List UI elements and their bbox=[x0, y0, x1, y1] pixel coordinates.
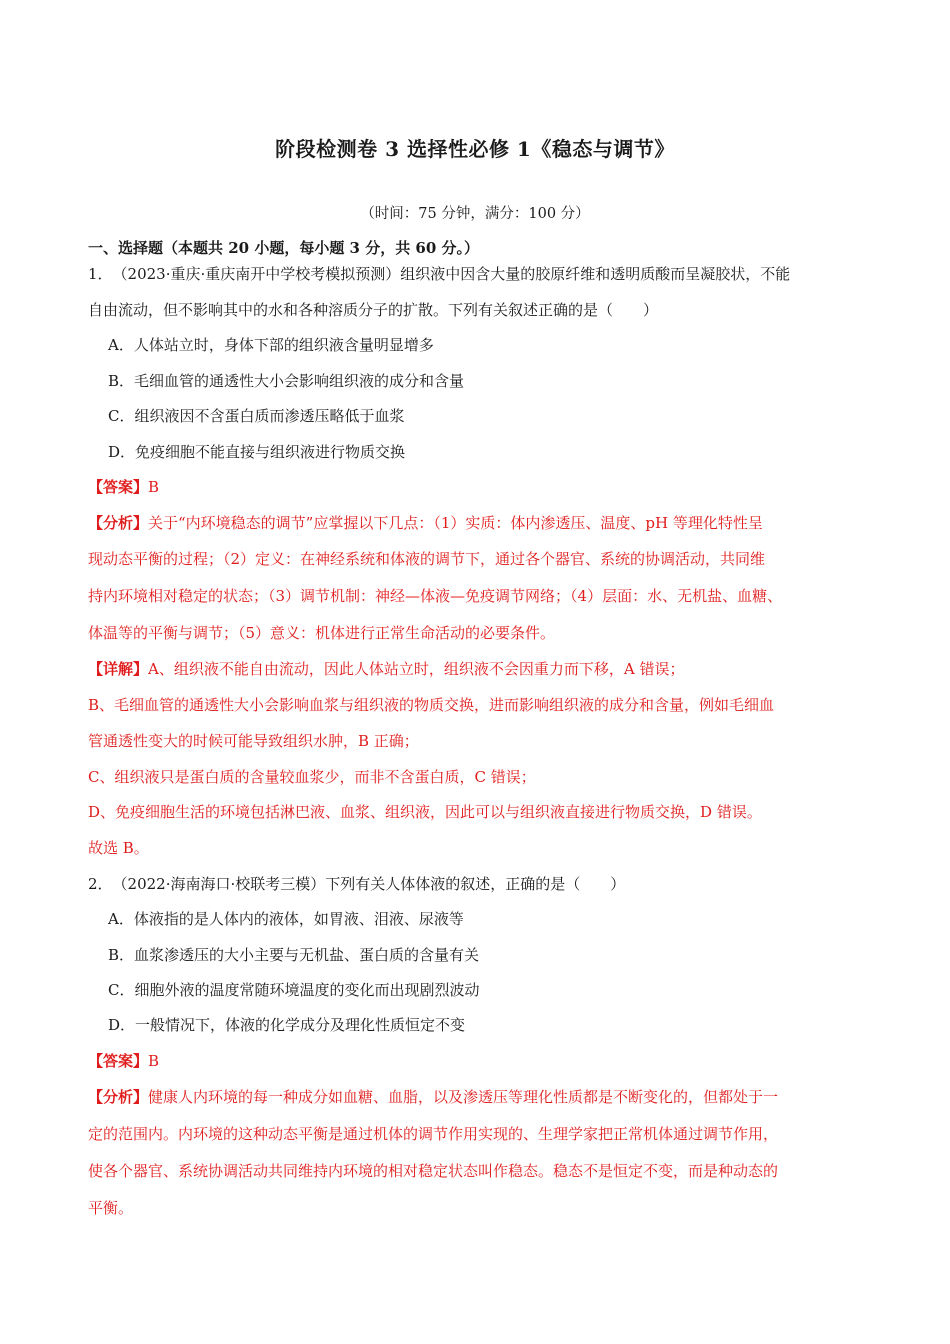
analysis-text: 关于“内环境稳态的调节”应掌握以下几点：（1）实质：体内渗透压、温度、pH 等理化特性呈 bbox=[148, 514, 763, 532]
question-2-stem: 2． （2022·海南海口·校联考三模）下列有关人体体液的叙述，正确的是（ ） bbox=[88, 875, 626, 893]
question-1-detail-line-4: C、组织液只是蛋白质的含量较血浆少，而非不含蛋白质，C 错误； bbox=[88, 768, 536, 786]
exam-info: （时间：75 分钟，满分：100 分） bbox=[360, 206, 590, 222]
question-1-analysis-line-1 bbox=[88, 512, 763, 533]
question-1-option-b: B．毛细血管的通透性大小会影响组织液的成分和含量 bbox=[108, 372, 465, 390]
question-1-stem-line-2: 自由流动，但不影响其中的水和各种溶质分子的扩散。下列有关叙述正确的是（ ） bbox=[88, 301, 659, 319]
page-title: 阶段检测卷 3 选择性必修 1《稳态与调节》 bbox=[275, 137, 675, 161]
question-2-answer bbox=[88, 1050, 159, 1071]
section-heading: 一、选择题（本题共 20 小题，每小题 3 分，共 60 分。） bbox=[88, 239, 480, 257]
question-2-option-d: D．一般情况下，体液的化学成分及理化性质恒定不变 bbox=[108, 1016, 466, 1034]
question-1-detail-line-1 bbox=[88, 658, 684, 679]
question-1-detail-line-5: D、免疫细胞生活的环境包括淋巴液、血浆、组织液，因此可以与组织液直接进行物质交换，D 错误。 bbox=[88, 803, 762, 821]
analysis-tag: 【分析】 bbox=[88, 1088, 149, 1106]
question-2-analysis-line-2: 定的范围内。内环境的这种动态平衡是通过机体的调节作用实现的、生理学家把正常机体通过调节作用， bbox=[88, 1125, 779, 1143]
question-2-option-a: A．体液指的是人体内的液体，如胃液、泪液、尿液等 bbox=[108, 910, 464, 928]
question-2-option-b: B．血浆渗透压的大小主要与无机盐、蛋白质的含量有关 bbox=[108, 946, 480, 964]
question-2-analysis-line-4: 平衡。 bbox=[88, 1199, 134, 1217]
question-1-answer bbox=[88, 476, 159, 497]
question-1-analysis-line-4: 体温等的平衡与调节；（5）意义：机体进行正常生命活动的必要条件。 bbox=[88, 624, 556, 642]
analysis-text: 健康人内环境的每一种成分如血糖、血脂，以及渗透压等理化性质都是不断变化的，但都处于一 bbox=[148, 1088, 779, 1106]
question-2-analysis-line-1 bbox=[88, 1086, 778, 1107]
question-1-stem-line-1: 1． （2023·重庆·重庆南开中学校考模拟预测）组织液中因含大量的胶原纤维和透明质酸而呈凝胶状，不能 bbox=[88, 265, 791, 283]
question-2-analysis-line-3: 使各个器官、系统协调活动共同维持内环境的相对稳定状态叫作稳态。稳态不是恒定不变，而是种动态的 bbox=[88, 1162, 779, 1180]
question-1-detail-line-3: 管通透性变大的时候可能导致组织水肿，B 正确； bbox=[88, 732, 419, 750]
question-1-option-c: C．组织液因不含蛋白质而渗透压略低于血浆 bbox=[108, 407, 405, 425]
answer-value: B bbox=[148, 1052, 160, 1070]
question-1-analysis-line-3: 持内环境相对稳定的状态；（3）调节机制：神经—体液—免疫调节网络；（4）层面：水、无机盐、血糖、 bbox=[88, 587, 783, 605]
answer-value: B bbox=[148, 478, 160, 496]
question-1-option-a: A．人体站立时，身体下部的组织液含量明显增多 bbox=[108, 336, 434, 354]
question-1-analysis-line-2: 现动态平衡的过程；（2）定义：在神经系统和体液的调节下，通过各个器官、系统的协调活动，共同维 bbox=[88, 550, 766, 568]
detail-text: A、组织液不能自由流动，因此人体站立时，组织液不会因重力而下移，A 错误； bbox=[148, 660, 685, 678]
question-1-detail-line-6: 故选 B。 bbox=[88, 839, 149, 857]
answer-tag: 【答案】 bbox=[88, 478, 149, 496]
answer-tag: 【答案】 bbox=[88, 1052, 149, 1070]
question-1-detail-line-2: B、毛细血管的通透性大小会影响血浆与组织液的物质交换，进而影响组织液的成分和含量，例如毛细血 bbox=[88, 696, 775, 714]
question-2-option-c: C．细胞外液的温度常随环境温度的变化而出现剧烈波动 bbox=[108, 981, 480, 999]
question-1-option-d: D．免疫细胞不能直接与组织液进行物质交换 bbox=[108, 443, 406, 461]
detail-tag: 【详解】 bbox=[88, 660, 149, 678]
analysis-tag: 【分析】 bbox=[88, 514, 149, 532]
